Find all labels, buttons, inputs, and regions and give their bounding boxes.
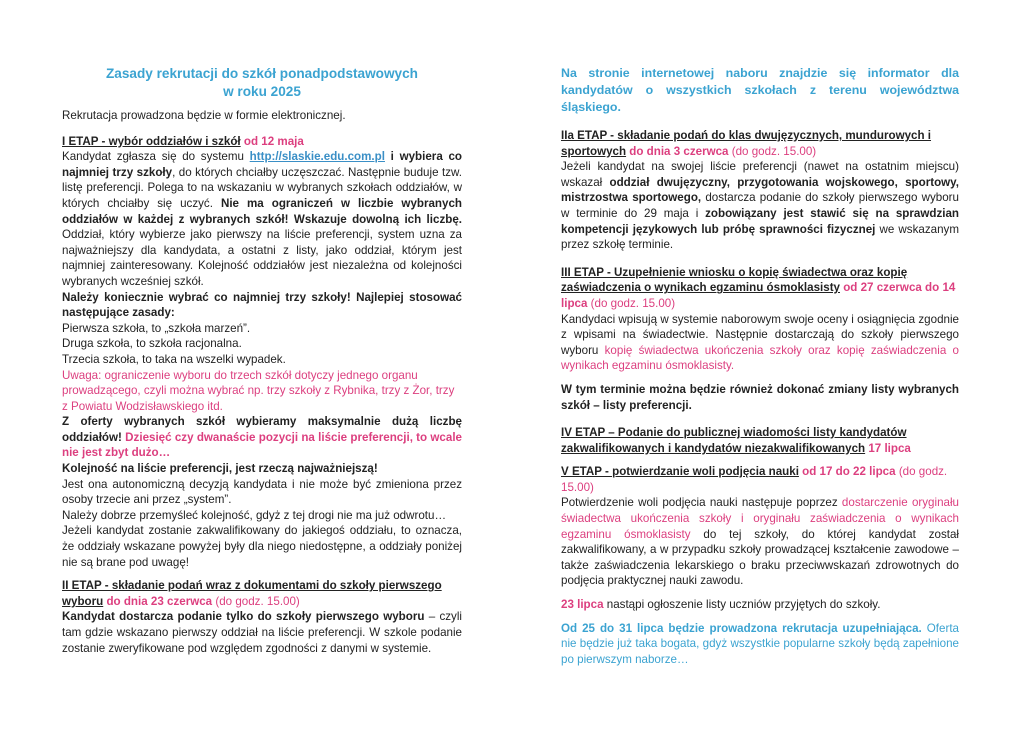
stage-2a-paragraph [561,159,959,253]
stage-5 [561,464,959,589]
stage-2a-title: IIa ETAP - składanie podań do klas dwujęzycznych, mundurowych i sportowych [561,129,932,158]
stage-3-heading [561,265,959,312]
left-column [62,0,462,656]
stage-3 [561,265,959,413]
stage-2a [561,128,959,253]
stage-3-date: od 27 czerwca do 14 lipca [561,281,956,310]
stage-5-text-c: do tej szkoły, do której kandydat został zakwalifikowany, a w przypadku szkoły prowadzącej kształcenie zawodowe – także zaświadczenia lekarskiego o braku przeciwwskazań zdrowotnych do podjęcia praktycznej nauki zawodu. [561,527,959,588]
stage-1 [62,134,462,571]
preference-order-note: Kolejność na liście preferencji, jest rzeczą najważniejszą! [62,462,378,476]
consider-note: Należy dobrze przemyśleć kolejność, gdyż z tej drogi nie ma już odwrotu… [62,508,447,522]
title-line-1: Zasady rekrutacji do szkół ponadpodstawowych [106,66,418,81]
stage-2a-text-a: Jeżeli kandydat na swojej liście preferencji (nawet na ostatnim miejscu) wskazał [561,160,959,189]
stage-1-heading [62,134,462,150]
stage-2-text-b: – czyli tam gdzie wskazano pierwszy oddział na liście preferencji. W szkole podanie zostanie zweryfikowane pod względem zgodności z danymi w systemie. [62,610,463,655]
stage-3-title: III ETAP - Uzupełnienie wniosku o kopię świadectwa oraz kopię zaświadczenia o wynikach egzaminu ósmoklasisty [561,265,908,295]
stage-1-rules-intro: Należy koniecznie wybrać co najmniej trzy szkoły! Najlepiej stosować następujące zasady: [62,290,462,320]
stage-1-text-a: Kandydat zgłasza się do systemu [62,150,250,164]
stage-2a-text-c: dostarcza podanie do szkoły pierwszego wyboru w terminie do 29 maja i [561,191,959,220]
stage-1-paragraph [62,149,462,289]
stage-1-advice [62,414,462,461]
stage-4 [561,425,959,456]
title-line-2: w roku 2025 [223,84,301,99]
stage-4-date: 17 lipca [865,441,911,455]
supplementary-text-b: Oferta nie będzie już taka bogata, gdyż wszystkie popularne szkoły będą zapełnione po pierwszym naborze… [561,621,959,666]
supplementary-recruitment [561,621,959,668]
stage-3-text-a: Kandydaci wpisują w systemie naborowym swoje oceny i osiągnięcia zgodnie z wpisami na świadectwie. Następnie dostarczają do szkoły pierwszego wyboru [561,312,959,357]
stage-3-change-note: W tym terminie można będzie również dokonać zmiany listy wybranych szkół – listy preferencji. [561,382,959,412]
autonomy-note: Jest ona autonomiczną decyzją kandydata i nie może być zmieniona przez osoby trzecie ani przez „system”. [62,477,462,507]
stage-2a-text-d: zobowiązany jest stawić się na sprawdzian kompetencji językowych lub próbę sprawności fizycznej [561,206,959,236]
stage-2a-text-e: we wskazanym przez szkołę terminie. [561,222,959,252]
stage-3-paragraph [561,312,959,374]
rule-line-3: Trzecia szkoła, to taka na wszelki wypadek. [62,352,286,366]
qualification-note: Jeżeli kandydat zostanie zakwalifikowany do jakiegoś oddziału, to oznacza, że oddziały wskazane powyżej były dla niego niedostępne, a oddziały poniżej nie są brane pod uwagę! [62,524,462,569]
stage-1-title: I ETAP - wybór oddziałów i szkół [62,134,241,148]
rule-line-1: Pierwsza szkoła, to „szkoła marzeń”. [62,321,251,335]
stage-2-text-a: Kandydat dostarcza podanie tylko do szkoły pierwszego wyboru [62,610,425,624]
stage-2-date: do dnia 23 czerwca [103,594,213,608]
stage-5-heading [561,464,959,495]
stage-2a-date: do dnia 3 czerwca [626,144,729,158]
document-title [62,65,462,101]
stage-2a-heading [561,128,959,159]
stage-5-text-b: dostarczenie oryginału świadectwa ukończenia szkoły i oryginału zaświadczenia o wynikach egzaminu ósmoklasisty [561,496,959,541]
results-date: 23 lipca [561,598,604,612]
stage-2 [62,578,462,656]
advice-text-a: Z oferty wybranych szkół wybieramy maksymalnie dużą liczbę oddziałów! [62,415,462,444]
right-column [561,0,959,667]
advice-text-b: Dziesięć czy dwanaście pozycji na liście preferencji, to wcale nie jest zbyt dużo… [62,430,462,460]
stage-1-text-d: Nie ma ograniczeń w liczbie wybranych oddziałów w każdej z wybranych szkół! Wskazuje dowolną ich liczbę. [62,196,462,226]
system-link[interactable]: http://slaskie.edu.com.pl [249,150,385,164]
stage-2-title: II ETAP - składanie podań wraz z dokumentami do szkoły pierwszego wyboru [62,579,442,608]
stage-2-paragraph [62,609,462,656]
stage-5-text-a: Potwierdzenie woli podjęcia nauki następuje poprzez [561,496,842,510]
stage-2-time: (do godz. 15.00) [212,594,300,608]
results-text: nastąpi ogłoszenie listy uczniów przyjętych do szkoły. [603,598,881,612]
stage-5-paragraph [561,495,959,589]
stage-2-heading [62,578,462,609]
rule-line-2: Druga szkoła, to szkoła racjonalna. [62,337,242,351]
stage-5-time: (do godz. 15.00) [561,465,948,494]
stage-3-time: (do godz. 15.00) [587,296,676,310]
stage-3-text-b: kopię świadectwa ukończenia szkoły oraz kopię zaświadczenia o wynikach egzaminu ósmoklasisty. [561,343,959,373]
stage-2a-text-b: oddział dwujęzyczny, przygotowania wojskowego, sportowy, mistrzostwa sportowego, [561,175,959,205]
supplementary-text-a: Od 25 do 31 lipca będzie prowadzona rekrutacja uzupełniająca. [561,621,922,635]
stage-1-text-b: i wybiera co najmniej trzy szkoły [62,150,462,179]
stage-4-heading [561,425,959,456]
stage-1-text-e: Oddział, który wybierze jako pierwszy na liście preferencji, system uzna za najważniejszy dla kandydata, a ostatni z listy, jako oddział, którym jest najmniej zainteresowany. Kolejność oddziałów jest niezależna od kolejności wybranych wcześniej szkół. [62,228,462,288]
stage-2a-time: (do godz. 15.00) [728,144,817,158]
results-announcement [561,597,959,613]
intro-text: Rekrutacja prowadzona będzie w formie elektronicznej. [62,109,346,122]
stage-5-title: V ETAP - potwierdzanie woli podjęcia nauki [561,465,799,479]
informator-note: Na stronie internetowej naboru znajdzie się informator dla kandydatów o wszystkich szkołach z terenu województwa śląskiego. [561,66,959,114]
stage-1-date: od 12 maja [240,134,304,148]
stage-4-title: IV ETAP – Podanie do publicznej wiadomości listy kandydatów zakwalifikowanych i kandydatów niezakwalifikowanych [561,426,907,455]
stage-1-text-c: , do których chciałby uczęszczać. Następnie buduje tzw. listę preferencji. Polega to na wskazaniu w wybranych szkołach oddziałów, w których chciałby się uczyć. [62,165,462,210]
warning-note: Uwaga: ograniczenie wyboru do trzech szkół dotyczy jednego organu prowadzącego, czyli można wybrać np. trzy szkoły z Rybnika, trzy z Żor, trzy z Powiatu Wodzisławskiego itd. [62,368,455,413]
stage-5-date: od 17 do 22 lipca [798,465,896,479]
